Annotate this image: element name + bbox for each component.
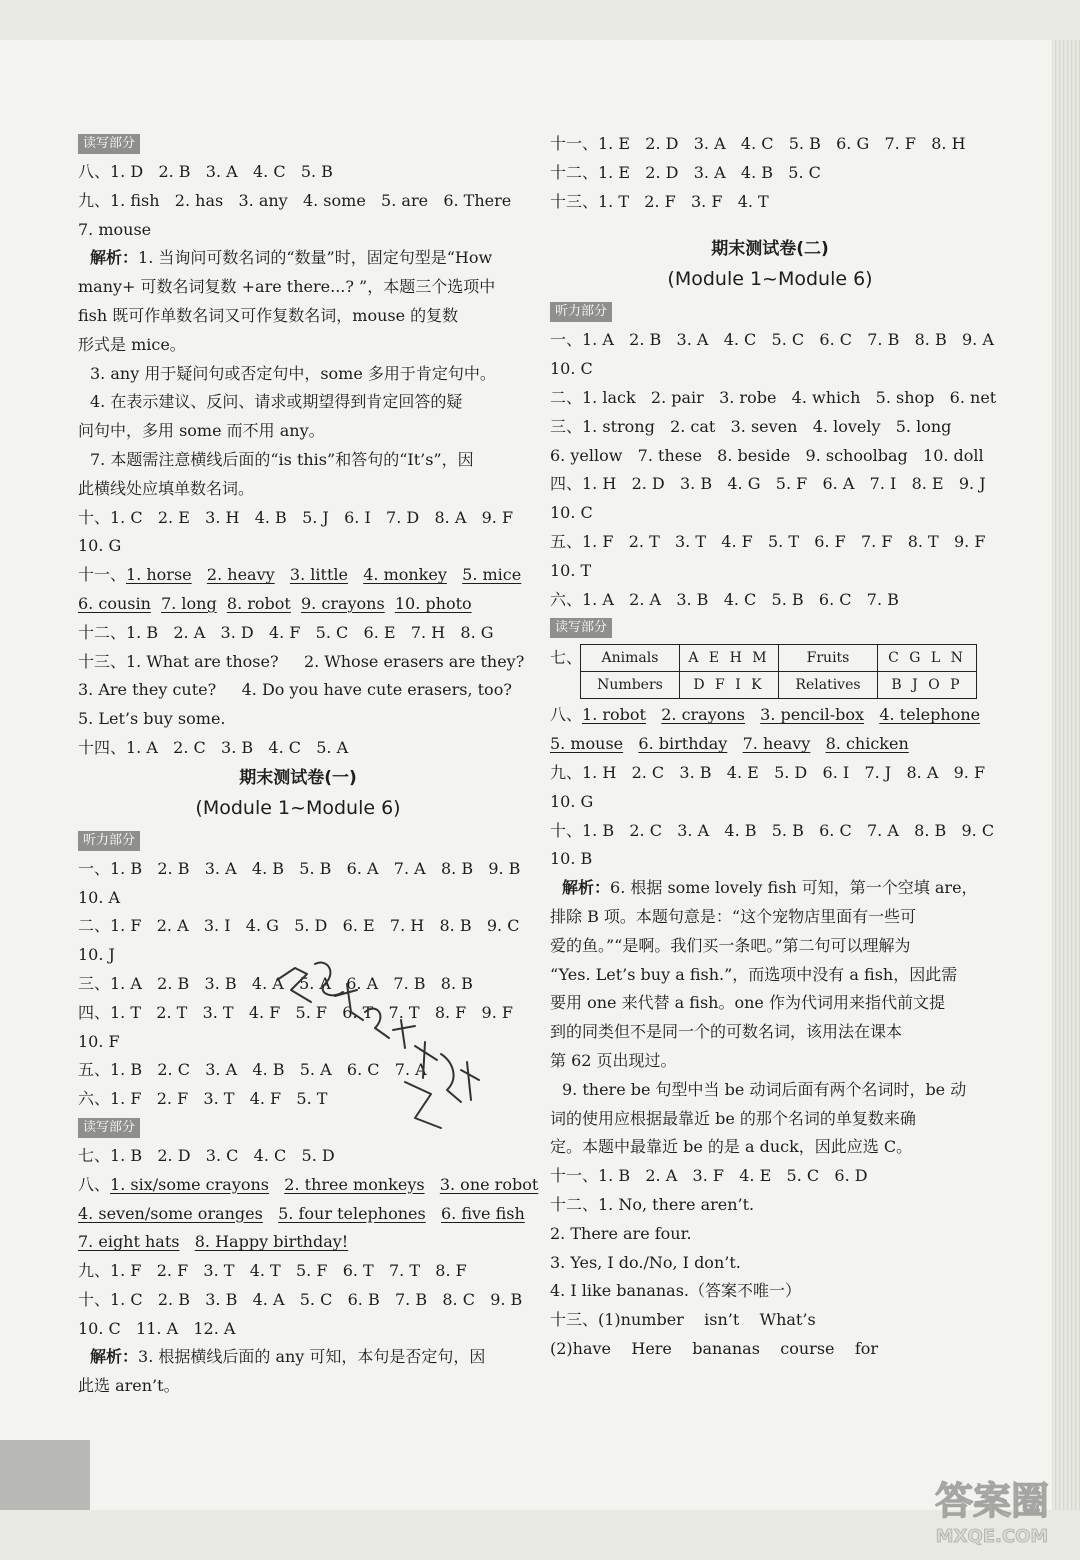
answer-line: 十二、1. B 2. A 3. D 4. F 5. C 6. E 7. H 8. G — [78, 622, 494, 642]
answer-line: 十一、1. B 2. A 3. F 4. E 5. C 6. D — [550, 1166, 868, 1186]
answer-line: 二、1. F 2. A 3. I 4. G 5. D 6. E 7. H 8. B 9. C — [78, 916, 520, 936]
explanation-line: 爱的鱼。”“是啊。我们买一条吧。”第二句可以理解为 — [550, 935, 911, 955]
table-cell: A E H M — [680, 645, 779, 672]
answer-line: 十二、1. No, there aren’t. — [550, 1194, 755, 1214]
table-cell: B J O P — [878, 672, 977, 699]
table-row — [581, 645, 977, 672]
answer-line: 五、1. F 2. T 3. T 4. F 5. T 6. F 7. F 8. T 9. F — [550, 531, 986, 551]
explanation-line: 要用 one 来代替 a fish。one 作为代词用来指代前文提 — [550, 993, 945, 1013]
answer-line: 九、1. fish 2. has 3. any 4. some 5. are 6. There — [78, 190, 512, 210]
handwritten-scribble — [265, 950, 495, 1140]
table-cell: Animals — [581, 645, 680, 672]
answer-line: 十、1. B 2. C 3. A 4. B 5. B 6. C 7. A 8. B 9. C — [550, 820, 995, 840]
answer-line: 十四、1. A 2. C 3. B 4. C 5. A — [78, 737, 349, 757]
answer-line: 4. seven/some oranges 5. four telephones 6. five fish — [78, 1203, 525, 1223]
answer-line: 十、1. C 2. B 3. B 4. A 5. C 6. B 7. B 8. C 9. B — [78, 1289, 523, 1309]
answer-line: 九、1. H 2. C 3. B 4. E 5. D 6. I 7. J 8. A 9. F — [550, 762, 986, 782]
explanation-line: fish 既可作单数名词又可作复数名词，mouse 的复数 — [78, 305, 459, 325]
answer-line: 3. Yes, I do./No, I don’t. — [550, 1252, 741, 1272]
answer-line: 十三、1. T 2. F 3. F 4. T — [550, 191, 769, 211]
answer-line: 10. T — [550, 560, 592, 580]
answer-line: 4. I like bananas.（答案不唯一） — [550, 1281, 802, 1301]
exam2-title: 期末测试卷(二) — [711, 239, 829, 260]
answer-line: 7. mouse — [78, 219, 152, 239]
explanation-line: 解析：3. 根据横线后面的 any 可知，本句是否定句，因 — [90, 1347, 486, 1367]
explanation-label: 解析： — [562, 878, 611, 898]
table-cell: Relatives — [779, 672, 878, 699]
explanation-line: 到的同类但不是同一个的可数名词，该用法在课本 — [550, 1022, 903, 1042]
question-number: 七、 — [550, 648, 583, 668]
answer-line: 四、1. T 2. T 3. T 4. F 5. F 6. T 7. T 8. F 9. F — [78, 1002, 513, 1022]
answer-line: 八、1. D 2. B 3. A 4. C 5. B — [78, 162, 333, 181]
section-badge-listening: 听力部分 — [78, 831, 140, 851]
table-cell: C G L N — [878, 645, 977, 672]
answer-line: 一、1. B 2. B 3. A 4. B 5. B 6. A 7. A 8. B 9. B — [78, 858, 521, 878]
explanation-line: 解析：1. 当询问可数名词的“数量”时，固定句型是“How — [90, 248, 493, 268]
explanation-line: 定。本题中最靠近 be 的是 a duck，因此应选 C。 — [550, 1137, 913, 1157]
explanation-line: “Yes. Let’s buy a fish.”，而选项中没有 a fish，因此需 — [550, 964, 958, 984]
explanation-line: 问句中，多用 some 而不用 any。 — [78, 421, 325, 441]
explanation-line: 7. 本题需注意横线后面的“is this”和答句的“It’s”，因 — [90, 449, 474, 469]
answer-line: 5. mouse 6. birthday 7. heavy 8. chicken — [550, 734, 909, 754]
exam1-title: 期末测试卷(一) — [239, 767, 357, 788]
answer-line: 10. F — [78, 1031, 120, 1051]
answer-line: 五、1. B 2. C 3. A 4. B 5. A 6. C 7. A — [78, 1060, 427, 1080]
exam1-subtitle: (Module 1~Module 6) — [195, 796, 401, 819]
answer-line: 10. B — [550, 849, 593, 869]
answer-line: 10. C — [550, 503, 593, 523]
explanation-label: 解析： — [90, 1347, 139, 1367]
explanation-line: many+ 可数名词复数 +are there...? ”，本题三个选项中 — [78, 277, 496, 297]
explanation-line: 9. there be 句型中当 be 动词后面有两个名词时，be 动 — [562, 1079, 967, 1099]
explanation-line: 第 62 页出现过。 — [550, 1050, 677, 1070]
answer-line: 二、1. lack 2. pair 3. robe 4. which 5. shop 6. net — [550, 387, 997, 407]
answer-line: 三、1. strong 2. cat 3. seven 4. lovely 5. long — [550, 416, 952, 436]
explanation-line: 形式是 mice。 — [78, 334, 186, 354]
answer-line: 十一、1. E 2. D 3. A 4. C 5. B 6. G 7. F 8. H — [550, 134, 966, 153]
answer-line: 5. Let’s buy some. — [78, 709, 226, 729]
answer-line: 七、1. B 2. D 3. C 4. C 5. D — [78, 1145, 335, 1165]
answer-line: 八、1. robot 2. crayons 3. pencil-box 4. telephone — [550, 705, 981, 725]
explanation-label: 解析： — [90, 248, 139, 268]
answer-line: 6. cousin 7. long 8. robot 9. crayons 10. photo — [78, 593, 472, 613]
answer-line: 六、1. A 2. A 3. B 4. C 5. B 6. C 7. B — [550, 589, 899, 609]
explanation-line: 词的使用应根据最靠近 be 的那个名词的单复数来确 — [550, 1108, 916, 1128]
answer-line: 10. G — [550, 791, 594, 811]
explanation-line: 此横线处应填单数名词。 — [78, 478, 255, 498]
answer-line: 十三、1. What are those? 2. Whose erasers are they? — [78, 651, 525, 671]
answer-line: (2)have Here bananas course for — [550, 1338, 879, 1358]
answer-line: 7. eight hats 8. Happy birthday! — [78, 1232, 349, 1252]
explanation-line: 解析：6. 根据 some lovely fish 可知，第一个空填 are， — [562, 878, 978, 898]
exam2-subtitle: (Module 1~Module 6) — [667, 268, 873, 291]
classification-table — [580, 644, 977, 699]
answer-line: 6. yellow 7. these 8. beside 9. schoolbag 10. doll — [550, 445, 984, 465]
table-cell: Numbers — [581, 672, 680, 699]
answer-line: 八、1. six/some crayons 2. three monkeys 3. one robot — [78, 1174, 539, 1194]
answer-line: 十一、1. horse 2. heavy 3. little 4. monkey 5. mice — [78, 565, 522, 585]
answer-line: 三、1. A 2. B 3. B 4. A 5. A 6. A 7. B 8. B — [78, 973, 473, 993]
watermark-url: MXQE.COM — [935, 1526, 1049, 1547]
explanation-line: 4. 在表示建议、反问、请求或期望得到肯定回答的疑 — [90, 392, 463, 412]
left-column — [78, 130, 539, 1401]
table-cell: D F I K — [680, 672, 779, 699]
answer-line: 十、1. C 2. E 3. H 4. B 5. J 6. I 7. D 8. A 9. F — [78, 507, 514, 527]
table-cell: Fruits — [779, 645, 878, 672]
watermark-logo — [912, 1470, 1072, 1550]
section-badge-read-write: 读写部分 — [550, 618, 612, 638]
answer-line: 3. Are they cute? 4. Do you have cute erasers, too? — [78, 680, 512, 700]
answer-line: 九、1. F 2. F 3. T 4. T 5. F 6. T 7. T 8. F — [78, 1261, 467, 1281]
answer-line: 一、1. A 2. B 3. A 4. C 5. C 6. C 7. B 8. B 9. A — [550, 330, 994, 350]
answer-line: 六、1. F 2. F 3. T 4. F 5. T — [78, 1089, 328, 1109]
answer-line: 2. There are four. — [550, 1223, 692, 1243]
section-badge-read-write: 读写部分 — [78, 134, 140, 154]
answer-line: 10. G — [78, 536, 122, 556]
watermark-text: 答案圈 — [934, 1479, 1050, 1523]
answer-line: 10. J — [78, 945, 115, 965]
right-column — [550, 130, 997, 1364]
answer-line: 10. C 11. A 12. A — [78, 1318, 236, 1338]
answer-line: 四、1. H 2. D 3. B 4. G 5. F 6. A 7. I 8. E 9. J — [550, 474, 986, 494]
explanation-line: 此选 aren’t。 — [78, 1376, 180, 1396]
answer-line: 十三、(1)number isn’t What’s — [550, 1310, 816, 1330]
explanation-line: 排除 B 项。本题句意是：“这个宠物店里面有一些可 — [550, 906, 917, 926]
classification-table-row — [550, 644, 990, 699]
page-corner-strip — [0, 1440, 90, 1510]
answer-line: 10. C — [550, 359, 593, 379]
explanation-line: 3. any 用于疑问句或否定句中，some 多用于肯定句中。 — [90, 363, 496, 383]
section-badge-listening: 听力部分 — [550, 302, 612, 322]
answer-line: 10. A — [78, 887, 121, 907]
answer-line: 十二、1. E 2. D 3. A 4. B 5. C — [550, 162, 821, 182]
section-badge-read-write: 读写部分 — [78, 1118, 140, 1138]
table-row — [581, 672, 977, 699]
page-edge — [1052, 40, 1080, 1510]
